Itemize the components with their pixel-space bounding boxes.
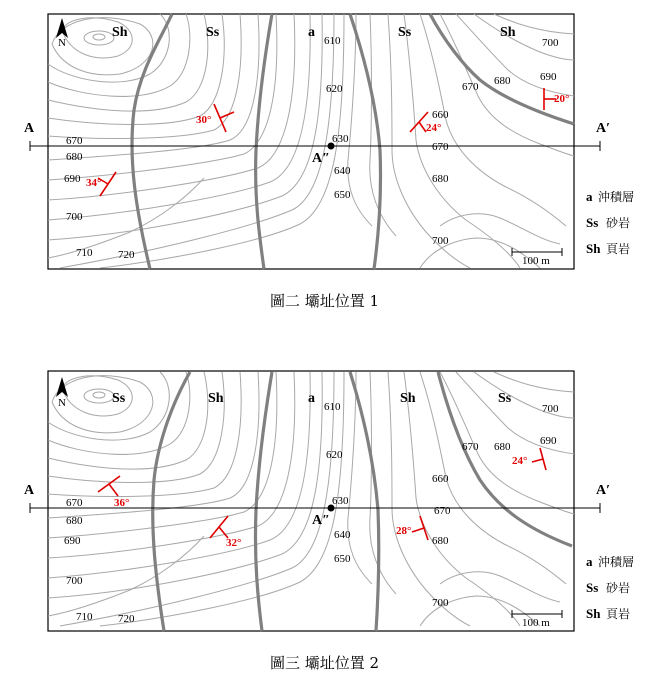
svg-text:100 m: 100 m <box>522 617 550 629</box>
legend-label: 砂岩 <box>606 216 631 230</box>
svg-text:670: 670 <box>432 141 449 153</box>
svg-text:700: 700 <box>432 597 449 609</box>
svg-text:630: 630 <box>332 495 349 507</box>
map-2-unit-label: Ss <box>206 25 220 40</box>
svg-text:650: 650 <box>334 553 351 565</box>
map-2-dip-label: 34° <box>86 177 102 189</box>
svg-text:630: 630 <box>332 133 349 145</box>
map-3-dip-label: 24° <box>512 455 528 467</box>
map-3-dip-label: 28° <box>396 525 412 537</box>
legend-label: 沖積層 <box>598 555 635 569</box>
map-3-unit-label: Ss <box>498 391 512 406</box>
svg-text:700: 700 <box>432 235 449 247</box>
map-3-caption: 圖三 壩址位置 2 <box>270 654 380 672</box>
svg-text:680: 680 <box>432 535 449 547</box>
svg-text:700: 700 <box>542 37 559 49</box>
legend-symbol: Ss <box>586 580 599 595</box>
svg-text:660: 660 <box>432 473 449 485</box>
map-3-dip-label: 32° <box>226 537 242 549</box>
map-2-section-label-left: A <box>24 121 35 136</box>
svg-text:100 m: 100 m <box>522 255 550 267</box>
svg-text:690: 690 <box>64 173 81 185</box>
svg-text:690: 690 <box>540 435 557 447</box>
svg-text:700: 700 <box>542 403 559 415</box>
svg-text:640: 640 <box>334 165 351 177</box>
map-2-unit-label: Sh <box>500 25 516 40</box>
svg-text:670: 670 <box>66 135 83 147</box>
svg-text:710: 710 <box>76 247 93 259</box>
svg-text:700: 700 <box>66 211 83 223</box>
svg-text:640: 640 <box>334 529 351 541</box>
map-3-unit-label: Ss <box>112 391 126 406</box>
map-3-unit-label: Sh <box>400 391 416 406</box>
svg-text:680: 680 <box>66 151 83 163</box>
map-2-dip-label: 20° <box>554 93 570 105</box>
map-2-unit-label: Sh <box>112 25 128 40</box>
legend-symbol: Ss <box>586 215 599 230</box>
legend-symbol: a <box>586 189 593 204</box>
svg-text:690: 690 <box>64 535 81 547</box>
svg-text:610: 610 <box>324 35 341 47</box>
map-2-section-label-center: A″ <box>312 151 330 166</box>
svg-text:710: 710 <box>76 611 93 623</box>
svg-text:690: 690 <box>540 71 557 83</box>
map-3-section-label-center: A″ <box>312 513 330 528</box>
svg-text:N: N <box>58 37 66 49</box>
legend-label: 頁岩 <box>606 242 631 256</box>
map-2-unit-label: Ss <box>398 25 412 40</box>
svg-text:670: 670 <box>66 497 83 509</box>
svg-text:670: 670 <box>462 441 479 453</box>
svg-text:620: 620 <box>326 83 343 95</box>
legend-map-3 <box>586 554 634 621</box>
map-2-dip-label: 30° <box>196 114 212 126</box>
map-2-unit-label: a <box>308 25 315 40</box>
legend-label: 砂岩 <box>606 581 631 595</box>
map-3-section-label-left: A <box>24 483 35 498</box>
svg-text:670: 670 <box>462 81 479 93</box>
svg-text:610: 610 <box>324 401 341 413</box>
legend-symbol: a <box>586 554 593 569</box>
legend-map-2 <box>586 189 634 256</box>
svg-text:720: 720 <box>118 249 135 261</box>
svg-text:650: 650 <box>334 189 351 201</box>
map-2-dip-label: 24° <box>426 122 442 134</box>
map-2-frame <box>48 14 574 269</box>
svg-text:680: 680 <box>494 75 511 87</box>
svg-text:680: 680 <box>494 441 511 453</box>
map-2-caption: 圖二 壩址位置 1 <box>270 292 380 310</box>
svg-text:680: 680 <box>432 173 449 185</box>
legend-symbol: Sh <box>586 606 601 621</box>
map-3-unit-label: a <box>308 391 315 406</box>
map-2-section-label-right: A′ <box>596 121 611 136</box>
svg-text:660: 660 <box>432 109 449 121</box>
map-3-dip-label: 36° <box>114 497 130 509</box>
svg-text:720: 720 <box>118 613 135 625</box>
svg-text:680: 680 <box>66 515 83 527</box>
legend-label: 頁岩 <box>606 607 631 621</box>
legend-symbol: Sh <box>586 241 601 256</box>
svg-text:N: N <box>58 397 66 409</box>
svg-text:620: 620 <box>326 449 343 461</box>
map-2 <box>24 14 610 310</box>
map-3-unit-label: Sh <box>208 391 224 406</box>
map-3-section-label-right: A′ <box>596 483 611 498</box>
svg-text:700: 700 <box>66 575 83 587</box>
map-3 <box>24 371 610 672</box>
svg-text:670: 670 <box>434 505 451 517</box>
legend-label: 沖積層 <box>598 190 635 204</box>
